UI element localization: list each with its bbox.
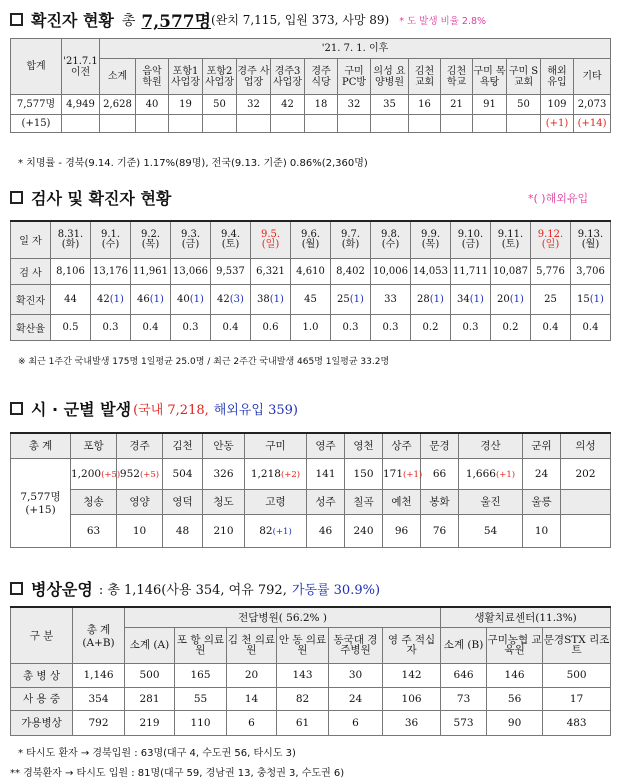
beds-subheader: 소계 (B) [441,627,487,663]
rate-cell: 1.0 [291,314,331,340]
tests-cell: 3,706 [571,258,611,284]
cases-value: 40 [177,293,190,305]
empty-cell [62,115,100,133]
beds-cell: 20 [227,663,277,687]
region-name: 울릉 [523,489,561,514]
beds-cell: 483 [543,710,611,735]
region-count: 171 [383,467,404,480]
date-header: 9.10. (금) [451,221,491,258]
cases-overseas: (1) [149,293,164,305]
beds-cell: 573 [441,710,487,735]
beds-subheader: 문경STX 리조트 [543,627,611,663]
cases-cell [251,284,291,314]
date-header: 9.11. (토) [491,221,531,258]
region-name: 영주 [307,433,345,458]
region-count: 504 [172,467,193,480]
region-name: 영양 [117,489,163,514]
region-count: 54 [483,524,498,537]
value-cell: 21 [441,95,473,115]
region-value [345,458,383,489]
beds-cell: 30 [329,663,383,687]
tests-cell: 6,321 [251,258,291,284]
value-cell: 2,628 [100,95,136,115]
cases-overseas: (1) [429,293,444,305]
tests-table [10,220,611,341]
date-header: 8.31. (화) [51,221,91,258]
cases-value: 25 [544,293,557,305]
beds-cell: 646 [441,663,487,687]
beds-cell: 73 [441,687,487,710]
empty-cell [136,115,169,133]
cases-cell [451,284,491,314]
confirmed-table [10,38,611,133]
rate-cell: 0.4 [571,314,611,340]
tests-cell: 5,776 [531,258,571,284]
region-name: 김천 [163,433,203,458]
region-value [421,514,459,547]
date-header: 9.9. (목) [411,221,451,258]
cases-cell [171,284,211,314]
empty-cell [371,115,409,133]
beds-cell: 142 [383,663,441,687]
cases-value: 33 [384,293,397,305]
value-cell: 19 [169,95,203,115]
region-name: 경주 [117,433,163,458]
beds-cell: 219 [125,710,175,735]
section4-title [10,577,380,600]
row-before: 4,949 [62,95,100,115]
row-label: 검 사 [11,258,51,284]
checkbox-square-icon [10,582,23,595]
rate-cell: 0.3 [331,314,371,340]
tests-cell: 13,176 [91,258,131,284]
beds-cell: 143 [277,663,329,687]
rate-cell: 0.3 [451,314,491,340]
beds-subheader: 소계 (A) [125,627,175,663]
tests-cell: 11,711 [451,258,491,284]
region-delta: (+5) [139,469,160,480]
region-value [345,514,383,547]
cases-overseas: (1) [589,293,604,305]
empty-cell [409,115,441,133]
beds-category-header: 구 분 [11,607,73,663]
cases-value: 20 [497,293,510,305]
value-cell: 50 [507,95,541,115]
column-header: 의성 요양병원 [371,59,409,95]
empty-cell [271,115,305,133]
section3-overseas: 해외유입 359) [213,403,298,418]
column-header: 구미 S교회 [507,59,541,95]
beds-subheader: 안 동 의료원 [277,627,329,663]
region-name: 문경 [421,433,459,458]
region-value [459,458,523,489]
beds-subheader: 영 주 적십자 [383,627,441,663]
checkbox-square-icon [10,13,23,26]
empty-cell [507,115,541,133]
tests-cell: 8,106 [51,258,91,284]
region-name: 청도 [203,489,245,514]
region-name: 상주 [383,433,421,458]
beds-hospital-header: 전담병원( 56.2% ) [125,607,441,627]
region-count: 141 [315,467,336,480]
cases-cell [211,284,251,314]
section2-title [10,186,171,209]
cases-value: 15 [577,293,590,305]
beds-cell: 6 [227,710,277,735]
region-value [383,514,421,547]
beds-cell: 146 [487,663,543,687]
date-header: 9.12. (일) [531,221,571,258]
empty-cell [305,115,338,133]
section4-heading: 병상운영 [31,580,93,599]
empty-cell [473,115,507,133]
cases-cell [331,284,371,314]
section4-rate: 가동률 30.9%) [291,583,381,598]
cases-overseas: (1) [109,293,124,305]
header-total: 합계 [11,39,62,95]
column-header: 김천 학교 [441,59,473,95]
region-name: 영덕 [163,489,203,514]
header-before: '21.7.1 이전 [62,39,100,95]
value-cell: 18 [305,95,338,115]
tests-cell: 11,961 [131,258,171,284]
date-header: 9.4. (토) [211,221,251,258]
cases-cell [571,284,611,314]
region-count: 10 [534,524,549,537]
cases-cell [371,284,411,314]
region-value [523,458,561,489]
cases-value: 46 [137,293,150,305]
region-value [523,514,561,547]
column-header: 소계 [100,59,136,95]
cases-value: 25 [337,293,350,305]
region-count: 202 [575,467,596,480]
region-value [117,514,163,547]
region-count: 1,666 [465,467,496,480]
region-count: 24 [534,467,549,480]
region-value [245,514,307,547]
cases-value: 34 [457,293,470,305]
empty-cell [100,115,136,133]
value-cell: 42 [271,95,305,115]
region-total-delta: (+15) [25,504,56,516]
beds-cell: 6 [329,710,383,735]
rate-cell: 0.2 [491,314,531,340]
date-header: 9.3. (금) [171,221,211,258]
date-header: 9.8. (수) [371,221,411,258]
region-total-label: 총 계 [11,433,71,458]
date-header: 9.1. (수) [91,221,131,258]
beds-cell: 55 [175,687,227,710]
region-value [421,458,459,489]
region-table [10,432,611,548]
region-name: 포항 [71,433,117,458]
cases-overseas: (1) [469,293,484,305]
tests-cell: 9,537 [211,258,251,284]
empty-cell [203,115,237,133]
empty-cell [561,489,611,514]
region-count: 952 [119,467,140,480]
region-value [203,458,245,489]
cases-overseas: (1) [269,293,284,305]
empty-cell [561,514,611,547]
tests-cell: 10,006 [371,258,411,284]
region-name: 경산 [459,433,523,458]
column-header: 김천 교회 [409,59,441,95]
checkbox-square-icon [10,191,23,204]
section1-note: * 도 발생 비율 2.8% [399,15,487,27]
rate-cell: 0.3 [171,314,211,340]
cases-cell [291,284,331,314]
cases-value: 42 [217,293,230,305]
value-cell: 32 [338,95,371,115]
region-count: 1,200 [71,467,102,480]
region-name: 봉화 [421,489,459,514]
beds-cell: 14 [227,687,277,710]
value-cell: 35 [371,95,409,115]
value-cell: 109 [541,95,574,115]
beds-cell: 354 [73,687,125,710]
region-name: 영천 [345,433,383,458]
beds-cell: 165 [175,663,227,687]
region-count: 1,218 [250,467,281,480]
region-delta: (+1) [403,469,423,480]
tests-cell: 10,087 [491,258,531,284]
row2-other: (+14) [574,115,611,133]
value-cell: 40 [136,95,169,115]
empty-cell [169,115,203,133]
region-name: 고령 [245,489,307,514]
column-header: 기타 [574,59,611,95]
region-delta: (+5) [101,469,121,480]
region-count: 63 [86,524,101,537]
rate-cell: 0.6 [251,314,291,340]
region-count: 326 [213,467,234,480]
beds-center-header: 생활치료센터(11.3%) [441,607,611,627]
rate-cell: 0.5 [51,314,91,340]
column-header: 구미 목욕탕 [473,59,507,95]
beds-subheader: 구미농협 교육원 [487,627,543,663]
date-header: 9.7. (화) [331,221,371,258]
value-cell: 16 [409,95,441,115]
date-header: 9.2. (목) [131,221,171,258]
column-header: 구미 PC방 [338,59,371,95]
region-count: 240 [353,524,374,537]
cases-value: 45 [304,293,317,305]
rate-cell: 0.4 [531,314,571,340]
region-value [163,514,203,547]
value-cell: 91 [473,95,507,115]
beds-cell: 24 [329,687,383,710]
section1-summary-label: 총 [121,12,136,29]
cases-cell [411,284,451,314]
region-total-cell [11,458,71,547]
empty-cell [237,115,271,133]
row-total: 7,577명 [11,95,62,115]
cases-cell [531,284,571,314]
section1-breakdown: (완치 7,115, 입원 373, 사망 89) [211,13,390,27]
region-value [459,514,523,547]
region-name: 구미 [245,433,307,458]
row2-total: (+15) [11,115,62,133]
region-count: 76 [432,524,447,537]
tests-cell: 8,402 [331,258,371,284]
value-cell: 32 [237,95,271,115]
column-header: 경주 식당 [305,59,338,95]
date-header: 9.6. (월) [291,221,331,258]
beds-cell: 281 [125,687,175,710]
region-value [117,458,163,489]
region-count: 66 [432,467,447,480]
section2-note: *( )해외유입 [528,192,589,205]
cases-value: 42 [97,293,110,305]
cases-cell [51,284,91,314]
row-label: 확진자 [11,284,51,314]
section3-domestic: (국내 7,218, [133,403,209,418]
tests-cell: 4,610 [291,258,331,284]
region-delta: (+1) [272,526,292,537]
section3-heading: 시 · 군별 발생 [31,400,132,419]
column-header: 경주 사업장 [237,59,271,95]
section1-total: 7,577명 [141,12,212,32]
section2-heading: 검사 및 확진자 현황 [31,189,172,208]
region-count: 10 [132,524,147,537]
cases-overseas: (3) [229,293,244,305]
region-name: 안동 [203,433,245,458]
row-label: 확산율 [11,314,51,340]
row2-overseas: (+1) [541,115,574,133]
beds-cell: 36 [383,710,441,735]
region-value [307,458,345,489]
section1-heading: 확진자 현황 [31,11,114,30]
rate-cell: 0.3 [371,314,411,340]
row-label: 일 자 [11,221,51,258]
column-header: 포항2 사업장 [203,59,237,95]
value-cell: 50 [203,95,237,115]
rate-cell: 0.2 [411,314,451,340]
tests-cell: 13,066 [171,258,211,284]
region-count: 82 [259,524,273,537]
beds-footnote-1: * 타시도 환자 → 경북입원 : 63명(대구 4, 수도권 56, 타시도 3) [18,748,296,759]
empty-cell [338,115,371,133]
region-count: 150 [353,467,374,480]
beds-cell: 56 [487,687,543,710]
column-header: 해외 유입 [541,59,574,95]
tests-cell: 14,053 [411,258,451,284]
beds-row-label: 사 용 중 [11,687,73,710]
region-count: 46 [318,524,333,537]
region-delta: (+2) [280,469,301,480]
region-delta: (+1) [495,469,516,480]
region-name: 군위 [523,433,561,458]
region-name: 칠곡 [345,489,383,514]
date-header: 9.13. (월) [571,221,611,258]
fatality-note: * 치명률 - 경북(9.14. 기준) 1.17%(89명), 전국(9.13. 기준) 0.86%(2,360명) [18,158,368,169]
date-header: 9.5. (일) [251,221,291,258]
beds-cell: 500 [125,663,175,687]
value-cell: 2,073 [574,95,611,115]
cases-cell [491,284,531,314]
region-value [163,458,203,489]
rate-cell: 0.3 [91,314,131,340]
cases-overseas: (1) [189,293,204,305]
tests-footnote: ※ 최근 1주간 국내발생 175명 1일평균 25.0명 / 최근 2주간 국내발생 465명 1일평균 33.2명 [18,357,390,367]
region-count: 210 [213,524,234,537]
beds-subheader: 동국대 경주병원 [329,627,383,663]
region-count: 96 [394,524,409,537]
column-header: 포항1 사업장 [169,59,203,95]
beds-subheader: 포 항 의료원 [175,627,227,663]
beds-cell: 61 [277,710,329,735]
region-value [71,514,117,547]
beds-cell: 17 [543,687,611,710]
region-name: 의성 [561,433,611,458]
region-name: 울진 [459,489,523,514]
rate-cell: 0.4 [131,314,171,340]
region-value [307,514,345,547]
beds-cell: 82 [277,687,329,710]
beds-cell: 106 [383,687,441,710]
cases-value: 44 [64,293,77,305]
section4-summary: : 총 1,146(사용 354, 여유 792, [98,583,287,598]
region-value [245,458,307,489]
region-count: 48 [175,524,190,537]
region-total-value: 7,577명 [20,491,61,503]
region-name: 청송 [71,489,117,514]
region-value [71,458,121,489]
region-value [203,514,245,547]
header-after: '21. 7. 1. 이후 [100,39,611,59]
beds-row-label: 가용병상 [11,710,73,735]
region-name: 성주 [307,489,345,514]
beds-cell: 792 [73,710,125,735]
column-header: 음악 학원 [136,59,169,95]
beds-cell: 110 [175,710,227,735]
beds-cell: 90 [487,710,543,735]
beds-subheader: 김 천 의료원 [227,627,277,663]
beds-total-header: 총 계 (A+B) [73,607,125,663]
empty-cell [441,115,473,133]
rate-cell: 0.4 [211,314,251,340]
cases-overseas: (1) [349,293,364,305]
beds-cell: 500 [543,663,611,687]
section1-title [10,7,486,32]
region-value [561,458,611,489]
cases-value: 28 [417,293,430,305]
column-header: 경주3 사업장 [271,59,305,95]
section3-title [10,397,298,420]
checkbox-square-icon [10,402,23,415]
beds-cell: 1,146 [73,663,125,687]
beds-row-label: 총 병 상 [11,663,73,687]
cases-cell [91,284,131,314]
beds-table [10,606,611,736]
cases-value: 38 [257,293,270,305]
cases-overseas: (1) [509,293,524,305]
region-value [383,458,421,489]
region-name: 예천 [383,489,421,514]
cases-cell [131,284,171,314]
beds-footnote-2: ** 경북환자 → 타시도 입원 : 81명(대구 59, 경남권 13, 충청권 3, 수도권 6) [10,768,345,779]
